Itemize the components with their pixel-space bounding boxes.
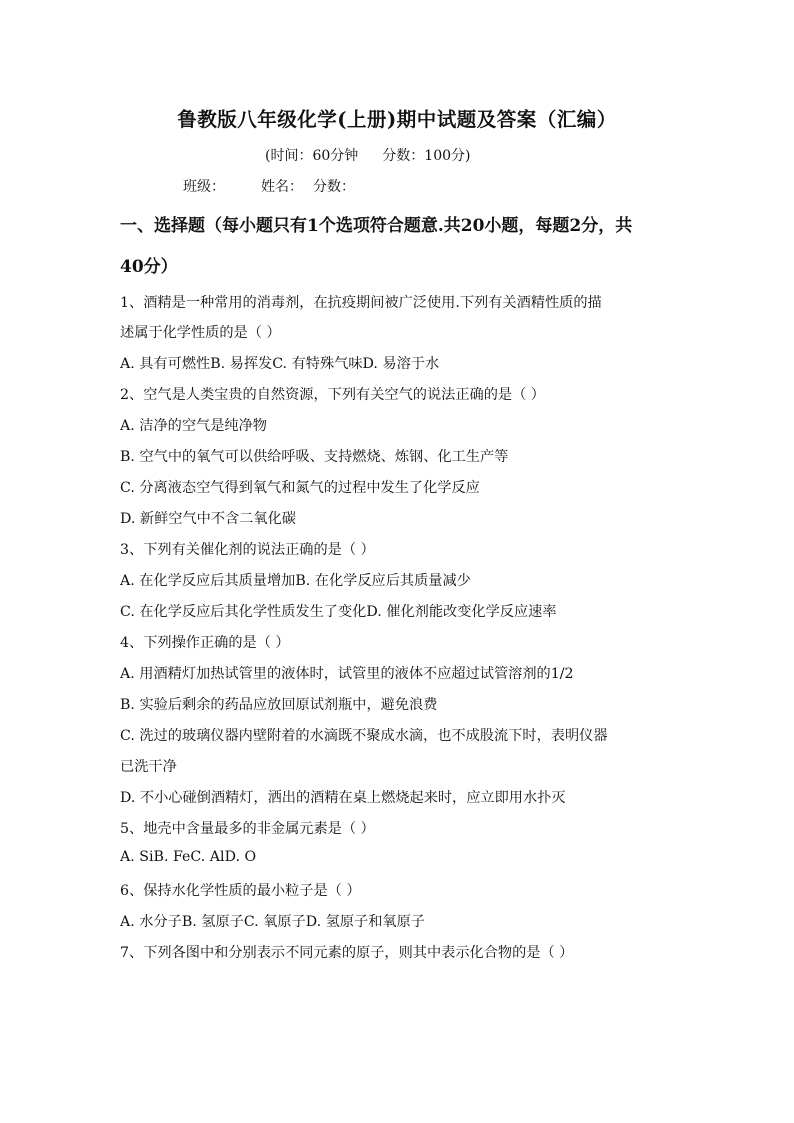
- question-1-stem-line-1: 1、酒精是一种常用的消毒剂，在抗疫期间被广泛使用.下列有关酒精性质的描: [120, 295, 602, 311]
- question-4-option-b: B. 实验后剩余的药品应放回原试剂瓶中，避免浪费: [120, 697, 438, 713]
- section-heading-line-1: 一、选择题（每小题只有1个选项符合题意.共20小题，每题2分，共: [120, 216, 633, 236]
- question-3-options-cd: C. 在化学反应后其化学性质发生了变化D. 催化剂能改变化学反应速率: [120, 604, 557, 620]
- question-2-stem: 2、空气是人类宝贵的自然资源，下列有关空气的说法正确的是（ ）: [120, 387, 545, 403]
- question-4-option-c-line-1: C. 洗过的玻璃仪器内壁附着的水滴既不聚成水滴，也不成股流下时，表明仪器: [120, 728, 608, 744]
- question-6-options: A. 水分子B. 氢原子C. 氧原子D. 氢原子和氧原子: [120, 914, 425, 930]
- exam-total-score: 分数：100分): [382, 148, 471, 164]
- question-2-option-a: A. 洁净的空气是纯净物: [120, 418, 267, 434]
- question-4-option-a: A. 用酒精灯加热试管里的液体时，试管里的液体不应超过试管溶剂的1/2: [120, 666, 574, 682]
- exam-meta: [265, 145, 470, 165]
- question-3-options-ab: A. 在化学反应后其质量增加B. 在化学反应后其质量减少: [120, 573, 471, 589]
- question-1-options: A. 具有可燃性B. 易挥发C. 有特殊气味D. 易溶于水: [120, 356, 440, 372]
- question-4-option-c-line-2: 已洗干净: [120, 759, 177, 775]
- question-2-option-c: C. 分离液态空气得到氧气和氮气的过程中发生了化学反应: [120, 480, 480, 496]
- exam-time: (时间：60分钟: [265, 148, 359, 164]
- question-6-stem: 6、保持水化学性质的最小粒子是（ ）: [120, 883, 361, 899]
- question-4-option-d: D. 不小心碰倒酒精灯，洒出的酒精在桌上燃烧起来时，应立即用水扑灭: [120, 790, 566, 806]
- student-info-fields: [183, 176, 355, 196]
- document-title: 鲁教版八年级化学(上册)期中试题及答案（汇编）: [177, 108, 617, 131]
- question-4-stem: 4、下列操作正确的是（ ）: [120, 635, 290, 651]
- class-label: 班级：: [183, 179, 225, 195]
- question-5-stem: 5、地壳中含量最多的非金属元素是（ ）: [120, 821, 375, 837]
- question-1-stem-line-2: 述属于化学性质的是（ ）: [120, 325, 281, 341]
- name-label: 姓名：: [261, 179, 303, 195]
- section-heading-line-2: 40分）: [120, 257, 178, 277]
- question-3-stem: 3、下列有关催化剂的说法正确的是（ ）: [120, 542, 375, 558]
- question-7-stem: 7、下列各图中和分别表示不同元素的原子，则其中表示化合物的是（ ）: [120, 945, 574, 961]
- question-2-option-d: D. 新鲜空气中不含二氧化碳: [120, 511, 296, 527]
- score-label: 分数：: [313, 179, 355, 195]
- question-2-option-b: B. 空气中的氧气可以供给呼吸、支持燃烧、炼钢、化工生产等: [120, 449, 509, 465]
- question-5-options: A. SiB. FeC. AlD. O: [120, 849, 257, 865]
